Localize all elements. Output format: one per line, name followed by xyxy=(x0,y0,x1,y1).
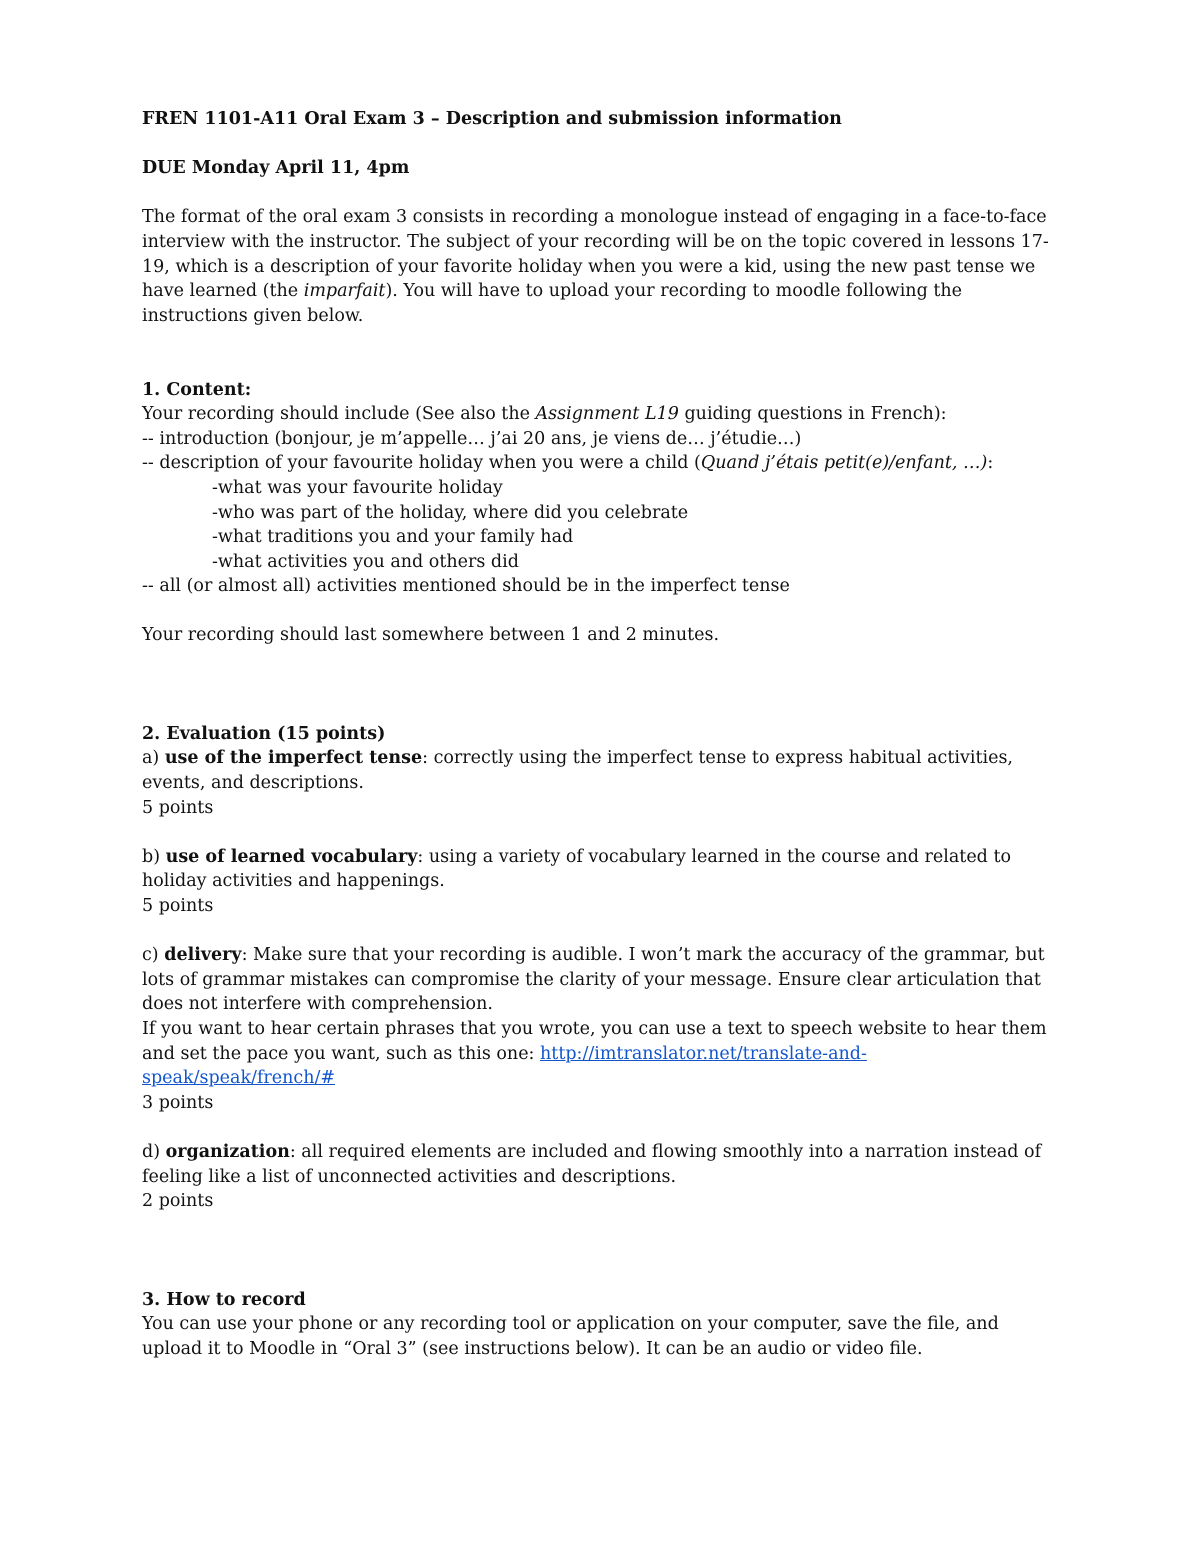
content-sub-item: -what was your favourite holiday xyxy=(212,477,503,498)
content-sub-item: -what traditions you and your family had xyxy=(212,527,574,548)
content-description-line: -- description of your favourite holiday when you were a child (Quand j’étais petit(e)/enfant, …): xyxy=(142,453,994,474)
record-heading: 3. How to record xyxy=(142,1289,306,1310)
document-body xyxy=(142,107,1052,1361)
content-sub-item: -who was part of the holiday, where did you celebrate xyxy=(212,502,689,523)
due-date: DUE Monday April 11, 4pm xyxy=(142,158,410,179)
content-duration: Your recording should last somewhere between 1 and 2 minutes. xyxy=(142,625,720,646)
document-title: FREN 1101-A11 Oral Exam 3 – Description and submission information xyxy=(142,109,842,129)
evaluation-item-a-points: 5 points xyxy=(142,797,214,818)
evaluation-item-c-extra: If you want to hear certain phrases that you wrote, you can use a text to speech website to hear them and set the pace you want, such as this one: http://imtranslator.net/translate-and-speak/speak/french/# xyxy=(142,1018,1047,1089)
evaluation-heading: 2. Evaluation (15 points) xyxy=(142,723,386,744)
content-include-line: Your recording should include (See also the Assignment L19 guiding questions in French): xyxy=(142,404,947,425)
record-text: You can use your phone or any recording tool or application on your computer, save the file, and upload it to Moodle in “Oral 3” (see instructions below). It can be an audio or video file. xyxy=(142,1314,999,1359)
content-all-line: -- all (or almost all) activities mentioned should be in the imperfect tense xyxy=(142,576,790,597)
evaluation-item-d: d) organization: all required elements are included and flowing smoothly into a narration instead of feeling like a list of unconnected activities and descriptions. xyxy=(142,1141,1042,1187)
text-to-speech-link[interactable]: http://imtranslator.net/translate-and-speak/speak/french/# xyxy=(142,1043,867,1089)
imparfait-term: imparfait xyxy=(303,281,386,302)
content-sub-item: -what activities you and others did xyxy=(212,551,519,572)
evaluation-item-a: a) use of the imperfect tense: correctly using the imperfect tense to express habitual activities, events, and descriptions. xyxy=(142,748,1013,794)
evaluation-item-d-points: 2 points xyxy=(142,1191,214,1212)
evaluation-item-c-points: 3 points xyxy=(142,1092,214,1113)
evaluation-item-c: c) delivery: Make sure that your recording is audible. I won’t mark the accuracy of the grammar, but lots of grammar mistakes can compromise the clarity of your message. Ensure clear articulation that does not interfere with comprehension. xyxy=(142,945,1045,1015)
intro-paragraph: The format of the oral exam 3 consists in recording a monologue instead of engaging in a face-to-face interview with the instructor. The subject of your recording will be on the topic covered in lessons 17-19, which is a description of your favorite holiday when you were a kid, using the new past tense we have learned (the imparfait). You will have to upload your recording to moodle following the instructions given below. xyxy=(142,207,1049,326)
content-heading: 1. Content: xyxy=(142,379,252,400)
evaluation-item-b-points: 5 points xyxy=(142,896,214,916)
evaluation-item-b: b) use of learned vocabulary: using a variety of vocabulary learned in the course and related to holiday activities and happenings. xyxy=(142,846,1012,892)
content-intro-line: -- introduction (bonjour, je m’appelle… j’ai 20 ans, je viens de… j’étudie…) xyxy=(142,428,802,449)
